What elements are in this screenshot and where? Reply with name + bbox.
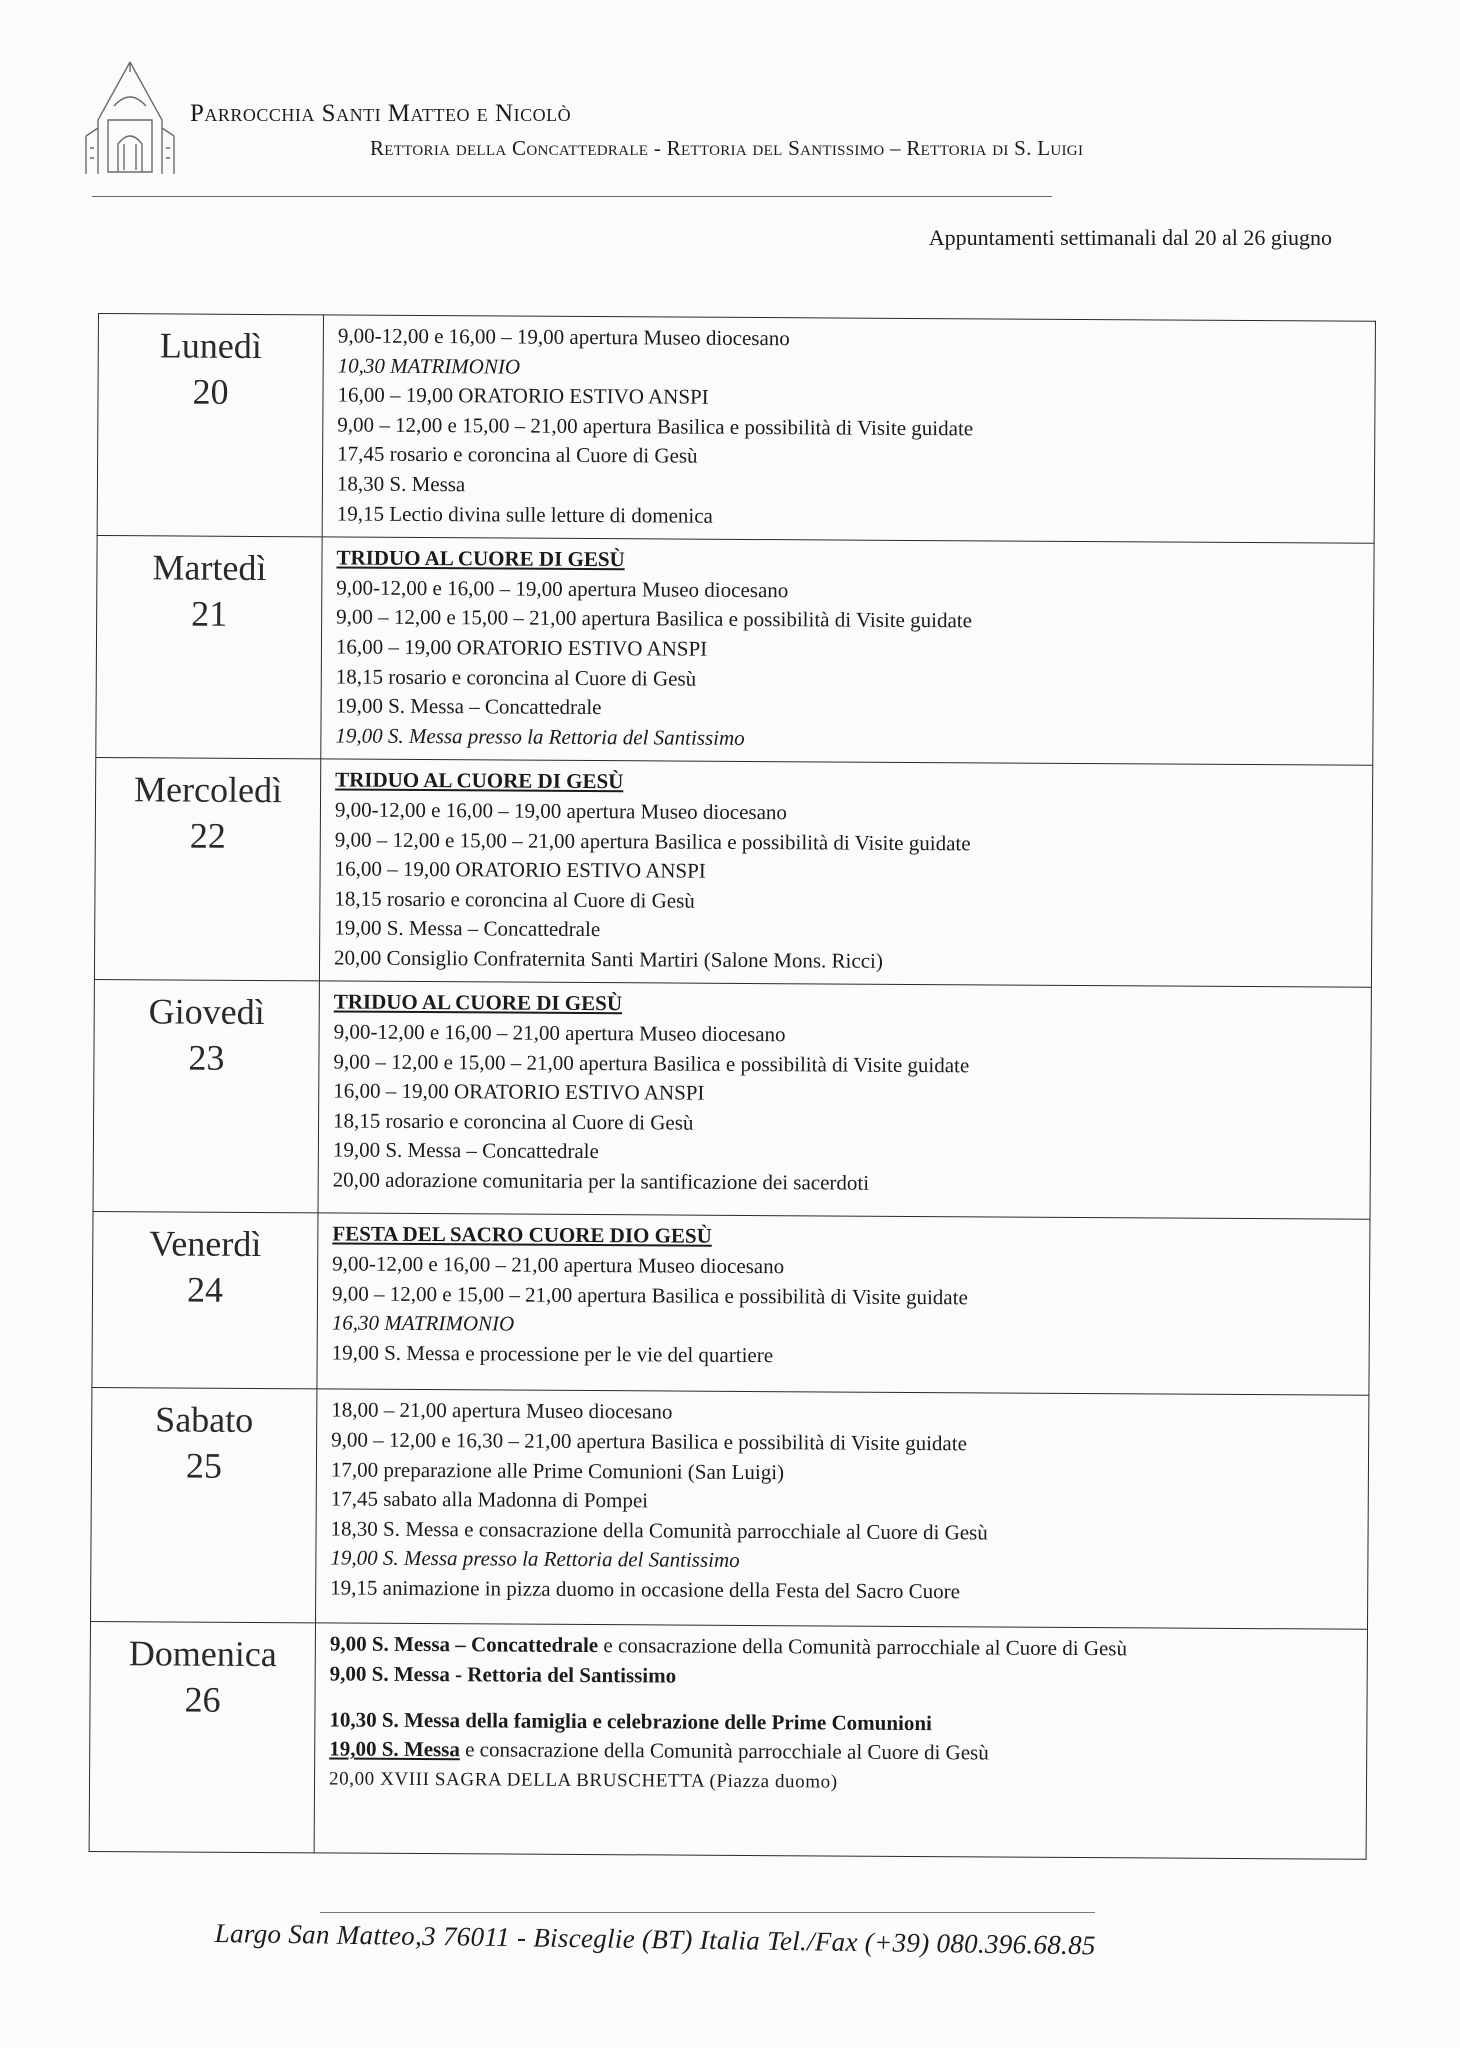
schedule-row-sunday bbox=[89, 1622, 1367, 1860]
event-line: 18,15 rosario e coroncina al Cuore di Gesù bbox=[335, 663, 697, 691]
event-line-rest: e consacrazione della Comunità parrocchiale al Cuore di Gesù bbox=[598, 1633, 1128, 1661]
events-cell bbox=[319, 759, 1372, 988]
schedule-row-thursday bbox=[93, 980, 1371, 1220]
event-line: 9,00 – 12,00 e 15,00 – 21,00 apertura Basilica e possibilità di Visite guidate bbox=[333, 1049, 970, 1077]
event-line: 19,00 S. Messa – Concattedrale bbox=[334, 915, 601, 942]
event-line: 17,45 rosario e coroncina al Cuore di Gesù bbox=[337, 441, 698, 469]
day-number: 22 bbox=[189, 815, 226, 857]
day-name: Venerdì bbox=[149, 1223, 262, 1265]
event-line: 9,00 – 12,00 e 16,30 – 21,00 apertura Basilica e possibilità di Visite guidate bbox=[331, 1427, 968, 1456]
weekly-schedule-table bbox=[89, 313, 1376, 1860]
event-line: 17,45 sabato alla Madonna di Pompei bbox=[330, 1486, 649, 1513]
events-cell bbox=[318, 981, 1371, 1219]
day-cell bbox=[94, 758, 320, 982]
rectories-subtitle: Rettoria della Concattedrale - Rettoria del Santissimo – Rettoria di S. Luigi bbox=[370, 136, 1084, 160]
day-name: Lunedì bbox=[159, 325, 262, 367]
day-cell bbox=[93, 980, 319, 1213]
day-cell bbox=[96, 536, 322, 760]
footer-divider bbox=[320, 1912, 1095, 1913]
footer-address: Largo San Matteo,3 76011 - Bisceglie (BT) Italia Tel./Fax (+39) 080.396.68.85 bbox=[214, 1918, 1096, 1961]
day-cell bbox=[92, 1212, 318, 1389]
event-line: 19,00 S. Messa – Concattedrale bbox=[332, 1137, 599, 1164]
event-line: 18,00 – 21,00 apertura Museo diocesano bbox=[331, 1397, 673, 1424]
page-title: Appuntamenti settimanali dal 20 al 26 giugno bbox=[928, 225, 1332, 250]
day-number: 21 bbox=[191, 593, 228, 634]
event-line: 9,00 – 12,00 e 15,00 – 21,00 apertura Basilica e possibilità di Visite guidate bbox=[334, 826, 971, 855]
event-line: 19,00 S. Messa – Concattedrale bbox=[335, 693, 602, 720]
header-divider bbox=[92, 196, 1052, 197]
event-line: 18,15 rosario e coroncina al Cuore di Gesù bbox=[332, 1108, 694, 1135]
day-cell bbox=[91, 1388, 317, 1623]
events-cell bbox=[314, 1623, 1367, 1859]
event-line: 16,00 – 19,00 ORATORIO ESTIVO ANSPI bbox=[334, 856, 706, 883]
event-line: 16,00 – 19,00 ORATORIO ESTIVO ANSPI bbox=[333, 1078, 705, 1105]
event-line: 17,00 preparazione alle Prime Comunioni (San Luigi) bbox=[330, 1457, 785, 1484]
event-line: 9,00-12,00 e 16,00 – 19,00 apertura Museo diocesano bbox=[334, 797, 788, 825]
day-number: 26 bbox=[184, 1680, 221, 1721]
event-line: 9,00-12,00 e 16,00 – 21,00 apertura Museo diocesano bbox=[332, 1251, 785, 1279]
event-line: 18,30 S. Messa e consacrazione della Comunità parrocchiale al Cuore di Gesù bbox=[330, 1516, 988, 1545]
schedule-row-saturday bbox=[91, 1388, 1369, 1630]
event-line: 16,30 MATRIMONIO bbox=[331, 1310, 515, 1336]
event-line: 9,00 – 12,00 e 15,00 – 21,00 apertura Basilica e possibilità di Visite guidate bbox=[336, 604, 973, 633]
event-line: 19,00 S. Messa presso la Rettoria del Santissimo bbox=[330, 1545, 740, 1573]
events-cell bbox=[315, 1389, 1368, 1629]
event-heading: FESTA DEL SACRO CUORE DIO GESÙ bbox=[332, 1221, 712, 1249]
day-number: 20 bbox=[192, 371, 229, 412]
event-line: 19,00 S. Messa presso la Rettoria del Santissimo bbox=[335, 723, 745, 750]
parish-name: Parrocchia Santi Matteo e Nicolò bbox=[190, 100, 572, 127]
schedule-row-friday bbox=[92, 1212, 1370, 1396]
event-heading: TRIDUO AL CUORE DI GESÙ bbox=[336, 545, 625, 572]
day-number: 24 bbox=[186, 1270, 224, 1311]
event-line: 20,00 Consiglio Confraternita Santi Martiri (Salone Mons. Ricci) bbox=[333, 945, 883, 973]
day-name: Sabato bbox=[155, 1399, 254, 1441]
schedule-row-monday bbox=[97, 314, 1375, 544]
event-line: 19,15 animazione in pizza duomo in occasione della Festa del Sacro Cuore bbox=[330, 1575, 961, 1604]
event-line: 9,00 – 12,00 e 15,00 – 21,00 apertura Basilica e possibilità di Visite guidate bbox=[337, 412, 974, 441]
day-name: Domenica bbox=[128, 1633, 277, 1675]
event-line-rest: e consacrazione della Comunità parrocchiale al Cuore di Gesù bbox=[459, 1737, 989, 1765]
event-line: 9,00 – 12,00 e 15,00 – 21,00 apertura Basilica e possibilità di Visite guidate bbox=[331, 1281, 968, 1309]
day-name: Giovedì bbox=[148, 991, 265, 1033]
event-line: 19,15 Lectio divina sulle letture di domenica bbox=[336, 501, 714, 528]
event-line: 9,00-12,00 e 16,00 – 19,00 apertura Museo diocesano bbox=[336, 575, 789, 602]
day-number: 25 bbox=[185, 1446, 223, 1487]
event-heading: TRIDUO AL CUORE DI GESÙ bbox=[335, 767, 624, 794]
day-cell bbox=[97, 314, 323, 538]
event-line: 10,30 MATRIMONIO bbox=[337, 353, 521, 379]
day-number: 23 bbox=[188, 1038, 225, 1079]
event-line-bold: 19,00 S. Messa bbox=[329, 1736, 460, 1762]
event-heading: TRIDUO AL CUORE DI GESÙ bbox=[333, 989, 623, 1016]
events-cell bbox=[317, 1213, 1370, 1395]
event-line: 9,00-12,00 e 16,00 – 19,00 apertura Museo diocesano bbox=[337, 323, 790, 351]
event-line: 10,30 S. Messa della famiglia e celebrazione delle Prime Comunioni bbox=[329, 1707, 932, 1735]
schedule-row-tuesday bbox=[96, 536, 1374, 766]
event-line: 9,00 S. Messa - Rettoria del Santissimo bbox=[329, 1661, 677, 1688]
events-cell bbox=[322, 315, 1375, 544]
event-line: 16,00 – 19,00 ORATORIO ESTIVO ANSPI bbox=[337, 382, 709, 409]
event-line: 18,15 rosario e coroncina al Cuore di Gesù bbox=[334, 886, 695, 913]
day-name: Mercoledì bbox=[133, 769, 283, 811]
events-cell bbox=[321, 537, 1374, 766]
event-line-bold: 9,00 S. Messa – Concattedrale bbox=[329, 1631, 599, 1658]
event-line: 20,00 XVIII SAGRA DELLA BRUSCHETTA (Piazza duomo) bbox=[328, 1768, 838, 1793]
event-line: 18,30 S. Messa bbox=[336, 471, 466, 497]
event-line: 19,00 S. Messa e processione per le vie del quartiere bbox=[331, 1340, 774, 1367]
event-line: 20,00 adorazione comunitaria per la santificazione dei sacerdoti bbox=[332, 1167, 870, 1195]
schedule-row-wednesday bbox=[94, 758, 1372, 988]
day-cell bbox=[89, 1622, 315, 1853]
day-name: Martedì bbox=[152, 547, 267, 589]
church-facade-icon bbox=[78, 58, 182, 178]
event-line: 16,00 – 19,00 ORATORIO ESTIVO ANSPI bbox=[335, 634, 708, 661]
event-line: 9,00-12,00 e 16,00 – 21,00 apertura Museo diocesano bbox=[333, 1019, 786, 1047]
